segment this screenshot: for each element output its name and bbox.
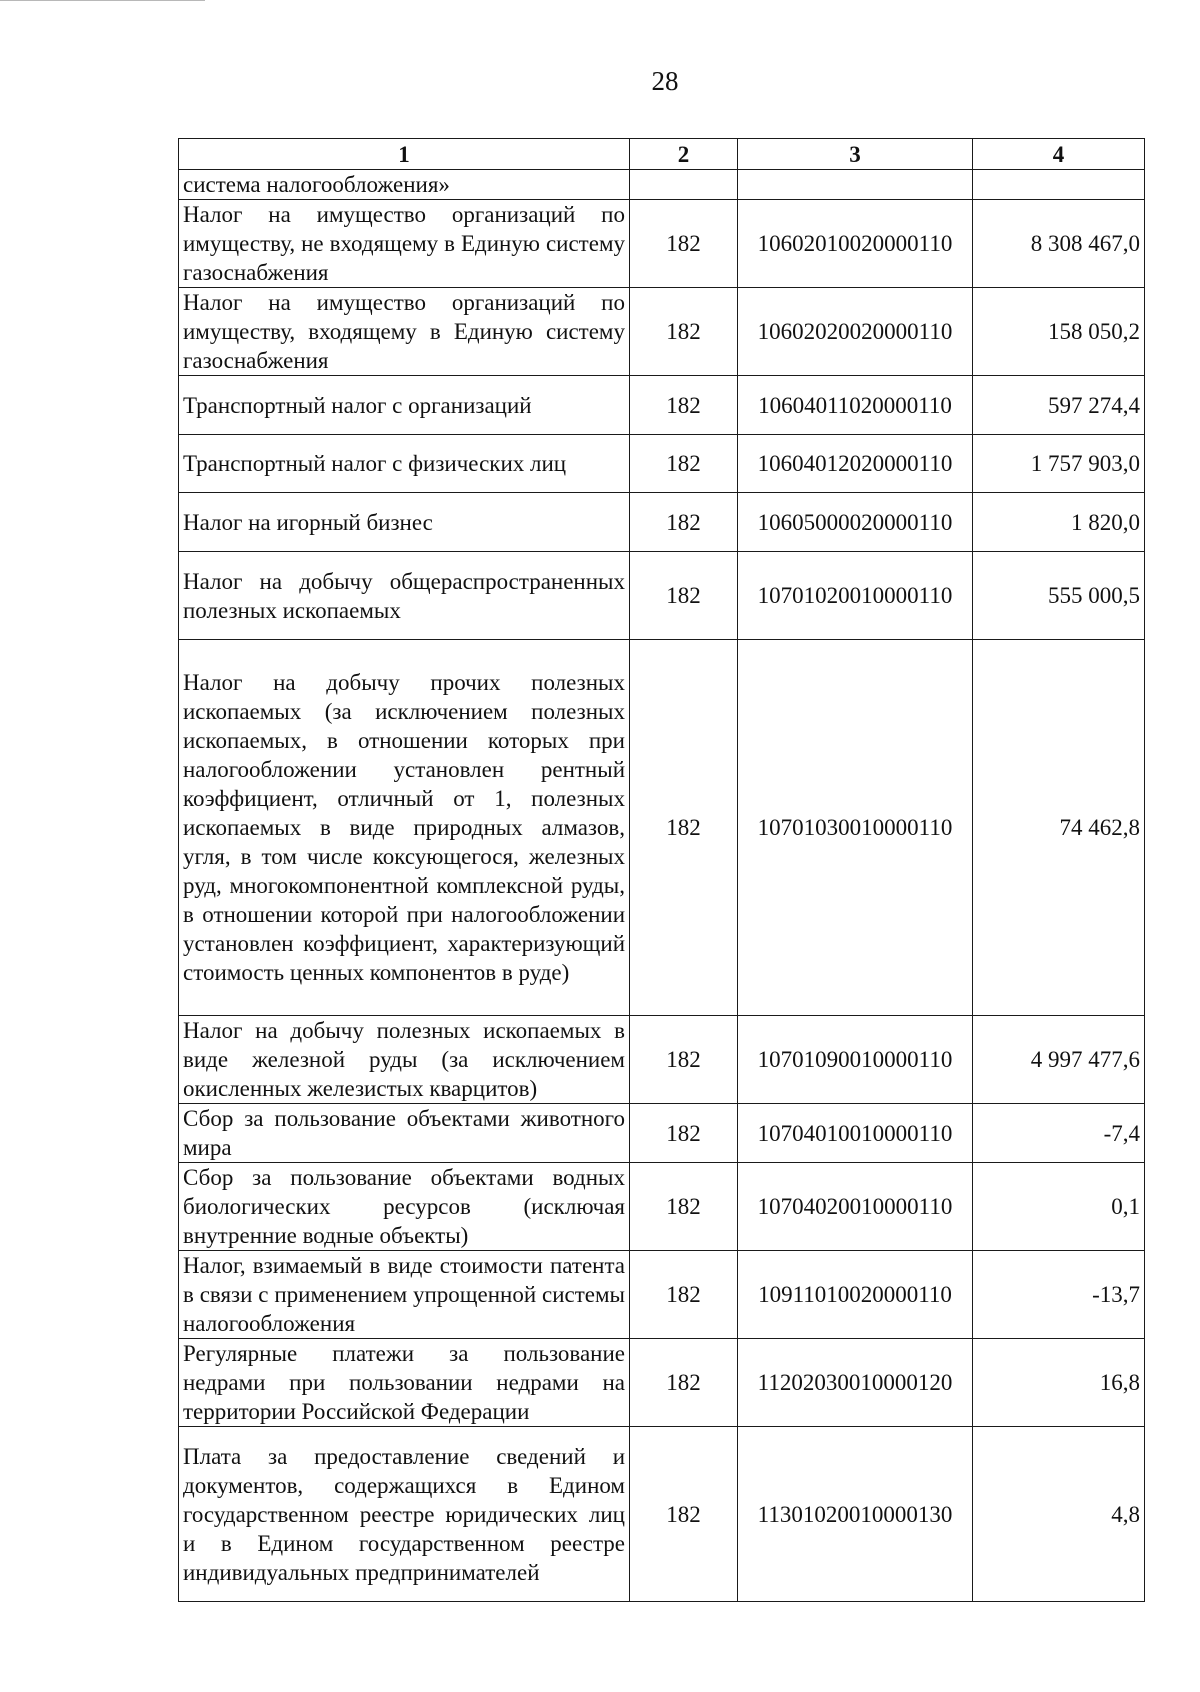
row-kbk-code-cell: 10602020020000110 [738,288,973,376]
row-admin-code-cell: 182 [630,552,738,640]
row-name-cell: Налог на добычу полезных ископаемых в виде железной руды (за исключением окисленных железистых кварцитов) [179,1016,630,1104]
row-amount-cell: 74 462,8 [973,640,1145,1016]
table-row [179,1163,1145,1251]
row-admin-code-cell: 182 [630,200,738,288]
row-amount-cell: -13,7 [973,1251,1145,1339]
row-name-cell: Налог, взимаемый в виде стоимости патента в связи с применением упрощенной системы налогообложения [179,1251,630,1339]
page-number: 28 [651,66,679,96]
row-admin-code-cell: 182 [630,1339,738,1427]
row-amount-cell [973,170,1145,200]
row-name-cell: Сбор за пользование объектами водных биологических ресурсов (исключая внутренние водные объекты) [179,1163,630,1251]
row-amount-cell: 4,8 [973,1427,1145,1602]
row-admin-code-cell: 182 [630,1163,738,1251]
row-amount-cell: 0,1 [973,1163,1145,1251]
row-admin-code-cell: 182 [630,1104,738,1163]
table-row [179,640,1145,1016]
row-kbk-code-cell: 10605000020000110 [738,493,973,552]
row-kbk-code-cell: 10602010020000110 [738,200,973,288]
row-kbk-code-cell: 10704010010000110 [738,1104,973,1163]
row-name-cell: Транспортный налог с физических лиц [179,435,630,493]
row-name-cell: Транспортный налог с организаций [179,376,630,435]
row-kbk-code-cell: 11301020010000130 [738,1427,973,1602]
column-header-1: 1 [179,139,630,170]
row-name-cell: Сбор за пользование объектами животного мира [179,1104,630,1163]
row-amount-cell: 1 757 903,0 [973,435,1145,493]
row-admin-code-cell: 182 [630,1016,738,1104]
table-row [179,1251,1145,1339]
row-kbk-code-cell: 10604012020000110 [738,435,973,493]
row-kbk-code-cell: 10911010020000110 [738,1251,973,1339]
table-row [179,1339,1145,1427]
row-amount-cell: 8 308 467,0 [973,200,1145,288]
column-header-2: 2 [630,139,738,170]
table-row [179,170,1145,200]
row-admin-code-cell: 182 [630,1251,738,1339]
row-admin-code-cell [630,170,738,200]
row-kbk-code-cell: 10701030010000110 [738,640,973,1016]
row-name-cell: Регулярные платежи за пользование недрами при пользовании недрами на территории Российской Федерации [179,1339,630,1427]
row-admin-code-cell: 182 [630,640,738,1016]
row-admin-code-cell: 182 [630,493,738,552]
table-row [179,288,1145,376]
row-amount-cell: -7,4 [973,1104,1145,1163]
row-kbk-code-cell [738,170,973,200]
row-name-cell: Налог на добычу прочих полезных ископаемых (за исключением полезных ископаемых, в отношении которых при налогообложении установлен рентный коэффициент, отличный от 1, полезных ископаемых в виде природных алмазов, угля, в том числе коксующегося, железных руд, многокомпонентной комплексной руды, в отношении которой при налогообложении установлен коэффициент, характеризующий стоимость ценных компонентов в руде) [179,640,630,1016]
row-name-cell: Налог на добычу общераспространенных полезных ископаемых [179,552,630,640]
row-admin-code-cell: 182 [630,376,738,435]
row-kbk-code-cell: 10704020010000110 [738,1163,973,1251]
row-kbk-code-cell: 10604011020000110 [738,376,973,435]
table-header-row [179,139,1145,170]
table-row [179,552,1145,640]
column-header-3: 3 [738,139,973,170]
row-kbk-code-cell: 10701020010000110 [738,552,973,640]
revenue-table [178,138,1145,1602]
column-header-4: 4 [973,139,1145,170]
row-kbk-code-cell: 11202030010000120 [738,1339,973,1427]
scan-edge-line [0,0,205,1]
table-row [179,1104,1145,1163]
row-name-cell: система налогообложения» [179,170,630,200]
table-row [179,435,1145,493]
row-admin-code-cell: 182 [630,288,738,376]
row-admin-code-cell: 182 [630,1427,738,1602]
row-kbk-code-cell: 10701090010000110 [738,1016,973,1104]
row-amount-cell: 4 997 477,6 [973,1016,1145,1104]
row-name-cell: Плата за предоставление сведений и документов, содержащихся в Едином государственном реестре юридических лиц и в Едином государственном реестре индивидуальных предпринимателей [179,1427,630,1602]
row-amount-cell: 1 820,0 [973,493,1145,552]
table-body [179,170,1145,1602]
table-row [179,1016,1145,1104]
table-row [179,376,1145,435]
row-amount-cell: 158 050,2 [973,288,1145,376]
row-name-cell: Налог на игорный бизнес [179,493,630,552]
row-amount-cell: 16,8 [973,1339,1145,1427]
table-row [179,493,1145,552]
row-amount-cell: 555 000,5 [973,552,1145,640]
table-row [179,200,1145,288]
row-name-cell: Налог на имущество организаций по имуществу, входящему в Единую систему газоснабжения [179,288,630,376]
row-amount-cell: 597 274,4 [973,376,1145,435]
row-name-cell: Налог на имущество организаций по имуществу, не входящему в Единую систему газоснабжения [179,200,630,288]
row-admin-code-cell: 182 [630,435,738,493]
table-row [179,1427,1145,1602]
